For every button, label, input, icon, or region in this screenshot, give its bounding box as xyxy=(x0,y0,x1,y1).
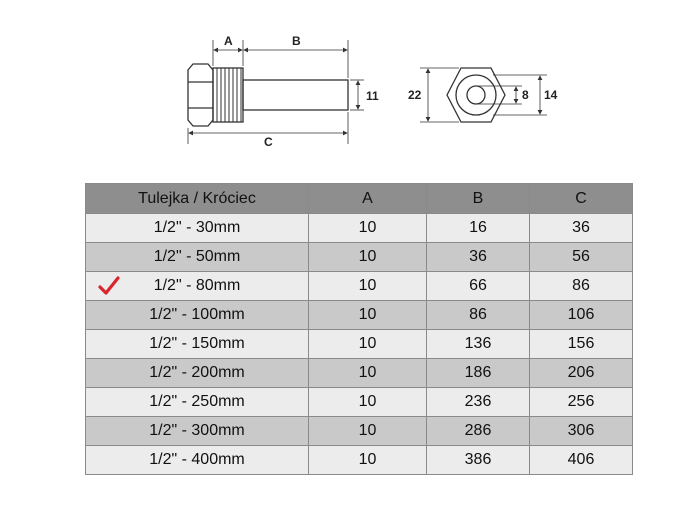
cell-name-wrap xyxy=(86,417,308,445)
cell-name xyxy=(86,359,309,388)
cell-name xyxy=(86,417,309,446)
cell-a: 10 xyxy=(309,214,427,243)
cell-name-wrap xyxy=(86,388,308,416)
cell-name-text: 1/2" - 50mm xyxy=(153,248,241,265)
table-row xyxy=(86,417,633,446)
cell-b: 236 xyxy=(427,388,530,417)
cell-c: 206 xyxy=(530,359,633,388)
cell-a: 10 xyxy=(309,243,427,272)
cell-b: 386 xyxy=(427,446,530,475)
cell-c: 36 xyxy=(530,214,633,243)
cell-b: 16 xyxy=(427,214,530,243)
checkmark-icon xyxy=(98,276,120,296)
cell-c: 56 xyxy=(530,243,633,272)
cell-name-wrap xyxy=(86,214,308,242)
table-row xyxy=(86,243,633,272)
cell-name-wrap xyxy=(86,446,308,474)
cell-a: 10 xyxy=(309,330,427,359)
cell-name-text: 1/2" - 100mm xyxy=(149,306,245,323)
cell-c: 156 xyxy=(530,330,633,359)
cell-a: 10 xyxy=(309,301,427,330)
cell-name-wrap xyxy=(86,243,308,271)
dim-label-11: 11 xyxy=(366,89,379,103)
table-row xyxy=(86,330,633,359)
cell-name xyxy=(86,446,309,475)
cell-b: 136 xyxy=(427,330,530,359)
cell-c: 256 xyxy=(530,388,633,417)
cell-a: 10 xyxy=(309,388,427,417)
cell-c: 306 xyxy=(530,417,633,446)
inner-bore xyxy=(467,86,485,104)
cell-name-text: 1/2" - 250mm xyxy=(149,393,245,410)
tube-shaft xyxy=(243,80,348,110)
dim-label-c: C xyxy=(264,135,273,149)
dim-label-14: 14 xyxy=(544,88,558,102)
cell-name-wrap xyxy=(86,330,308,358)
dim-label-b: B xyxy=(292,34,301,48)
cell-b: 36 xyxy=(427,243,530,272)
technical-drawing xyxy=(0,0,700,175)
cell-a: 10 xyxy=(309,417,427,446)
cell-name xyxy=(86,272,309,301)
cell-a: 10 xyxy=(309,272,427,301)
header-a: A xyxy=(309,184,427,214)
dim-label-22: 22 xyxy=(408,88,422,102)
table-row xyxy=(86,359,633,388)
table-row xyxy=(86,272,633,301)
table-row xyxy=(86,388,633,417)
cell-name-text: 1/2" - 400mm xyxy=(149,451,245,468)
cell-name xyxy=(86,301,309,330)
spec-table xyxy=(85,183,633,475)
header-name: Tulejka / Króciec xyxy=(86,184,309,214)
cell-name-text: 1/2" - 200mm xyxy=(149,364,245,381)
dim-label-8: 8 xyxy=(522,88,529,102)
cell-name xyxy=(86,214,309,243)
cell-name-wrap xyxy=(86,301,308,329)
cell-c: 406 xyxy=(530,446,633,475)
cell-c: 86 xyxy=(530,272,633,301)
table-row xyxy=(86,301,633,330)
cell-name-wrap xyxy=(86,359,308,387)
table-header-row xyxy=(86,184,633,214)
cell-name xyxy=(86,243,309,272)
cell-name xyxy=(86,388,309,417)
cell-name-text: 1/2" - 80mm xyxy=(153,277,241,294)
cell-c: 106 xyxy=(530,301,633,330)
cell-b: 286 xyxy=(427,417,530,446)
cell-b: 86 xyxy=(427,301,530,330)
side-view xyxy=(188,40,364,144)
cell-a: 10 xyxy=(309,359,427,388)
outer-circle xyxy=(456,75,496,115)
table-row xyxy=(86,446,633,475)
cell-name-text: 1/2" - 150mm xyxy=(149,335,245,352)
table-row xyxy=(86,214,633,243)
cell-name xyxy=(86,330,309,359)
cell-name-text: 1/2" - 30mm xyxy=(153,219,241,236)
cell-b: 186 xyxy=(427,359,530,388)
cell-name-wrap xyxy=(86,272,308,300)
header-c: C xyxy=(530,184,633,214)
hex-nut-side xyxy=(188,64,213,126)
dim-label-a: A xyxy=(224,34,233,48)
cell-b: 66 xyxy=(427,272,530,301)
header-b: B xyxy=(427,184,530,214)
table-body xyxy=(86,214,633,475)
cell-name-text: 1/2" - 300mm xyxy=(149,422,245,439)
cell-a: 10 xyxy=(309,446,427,475)
